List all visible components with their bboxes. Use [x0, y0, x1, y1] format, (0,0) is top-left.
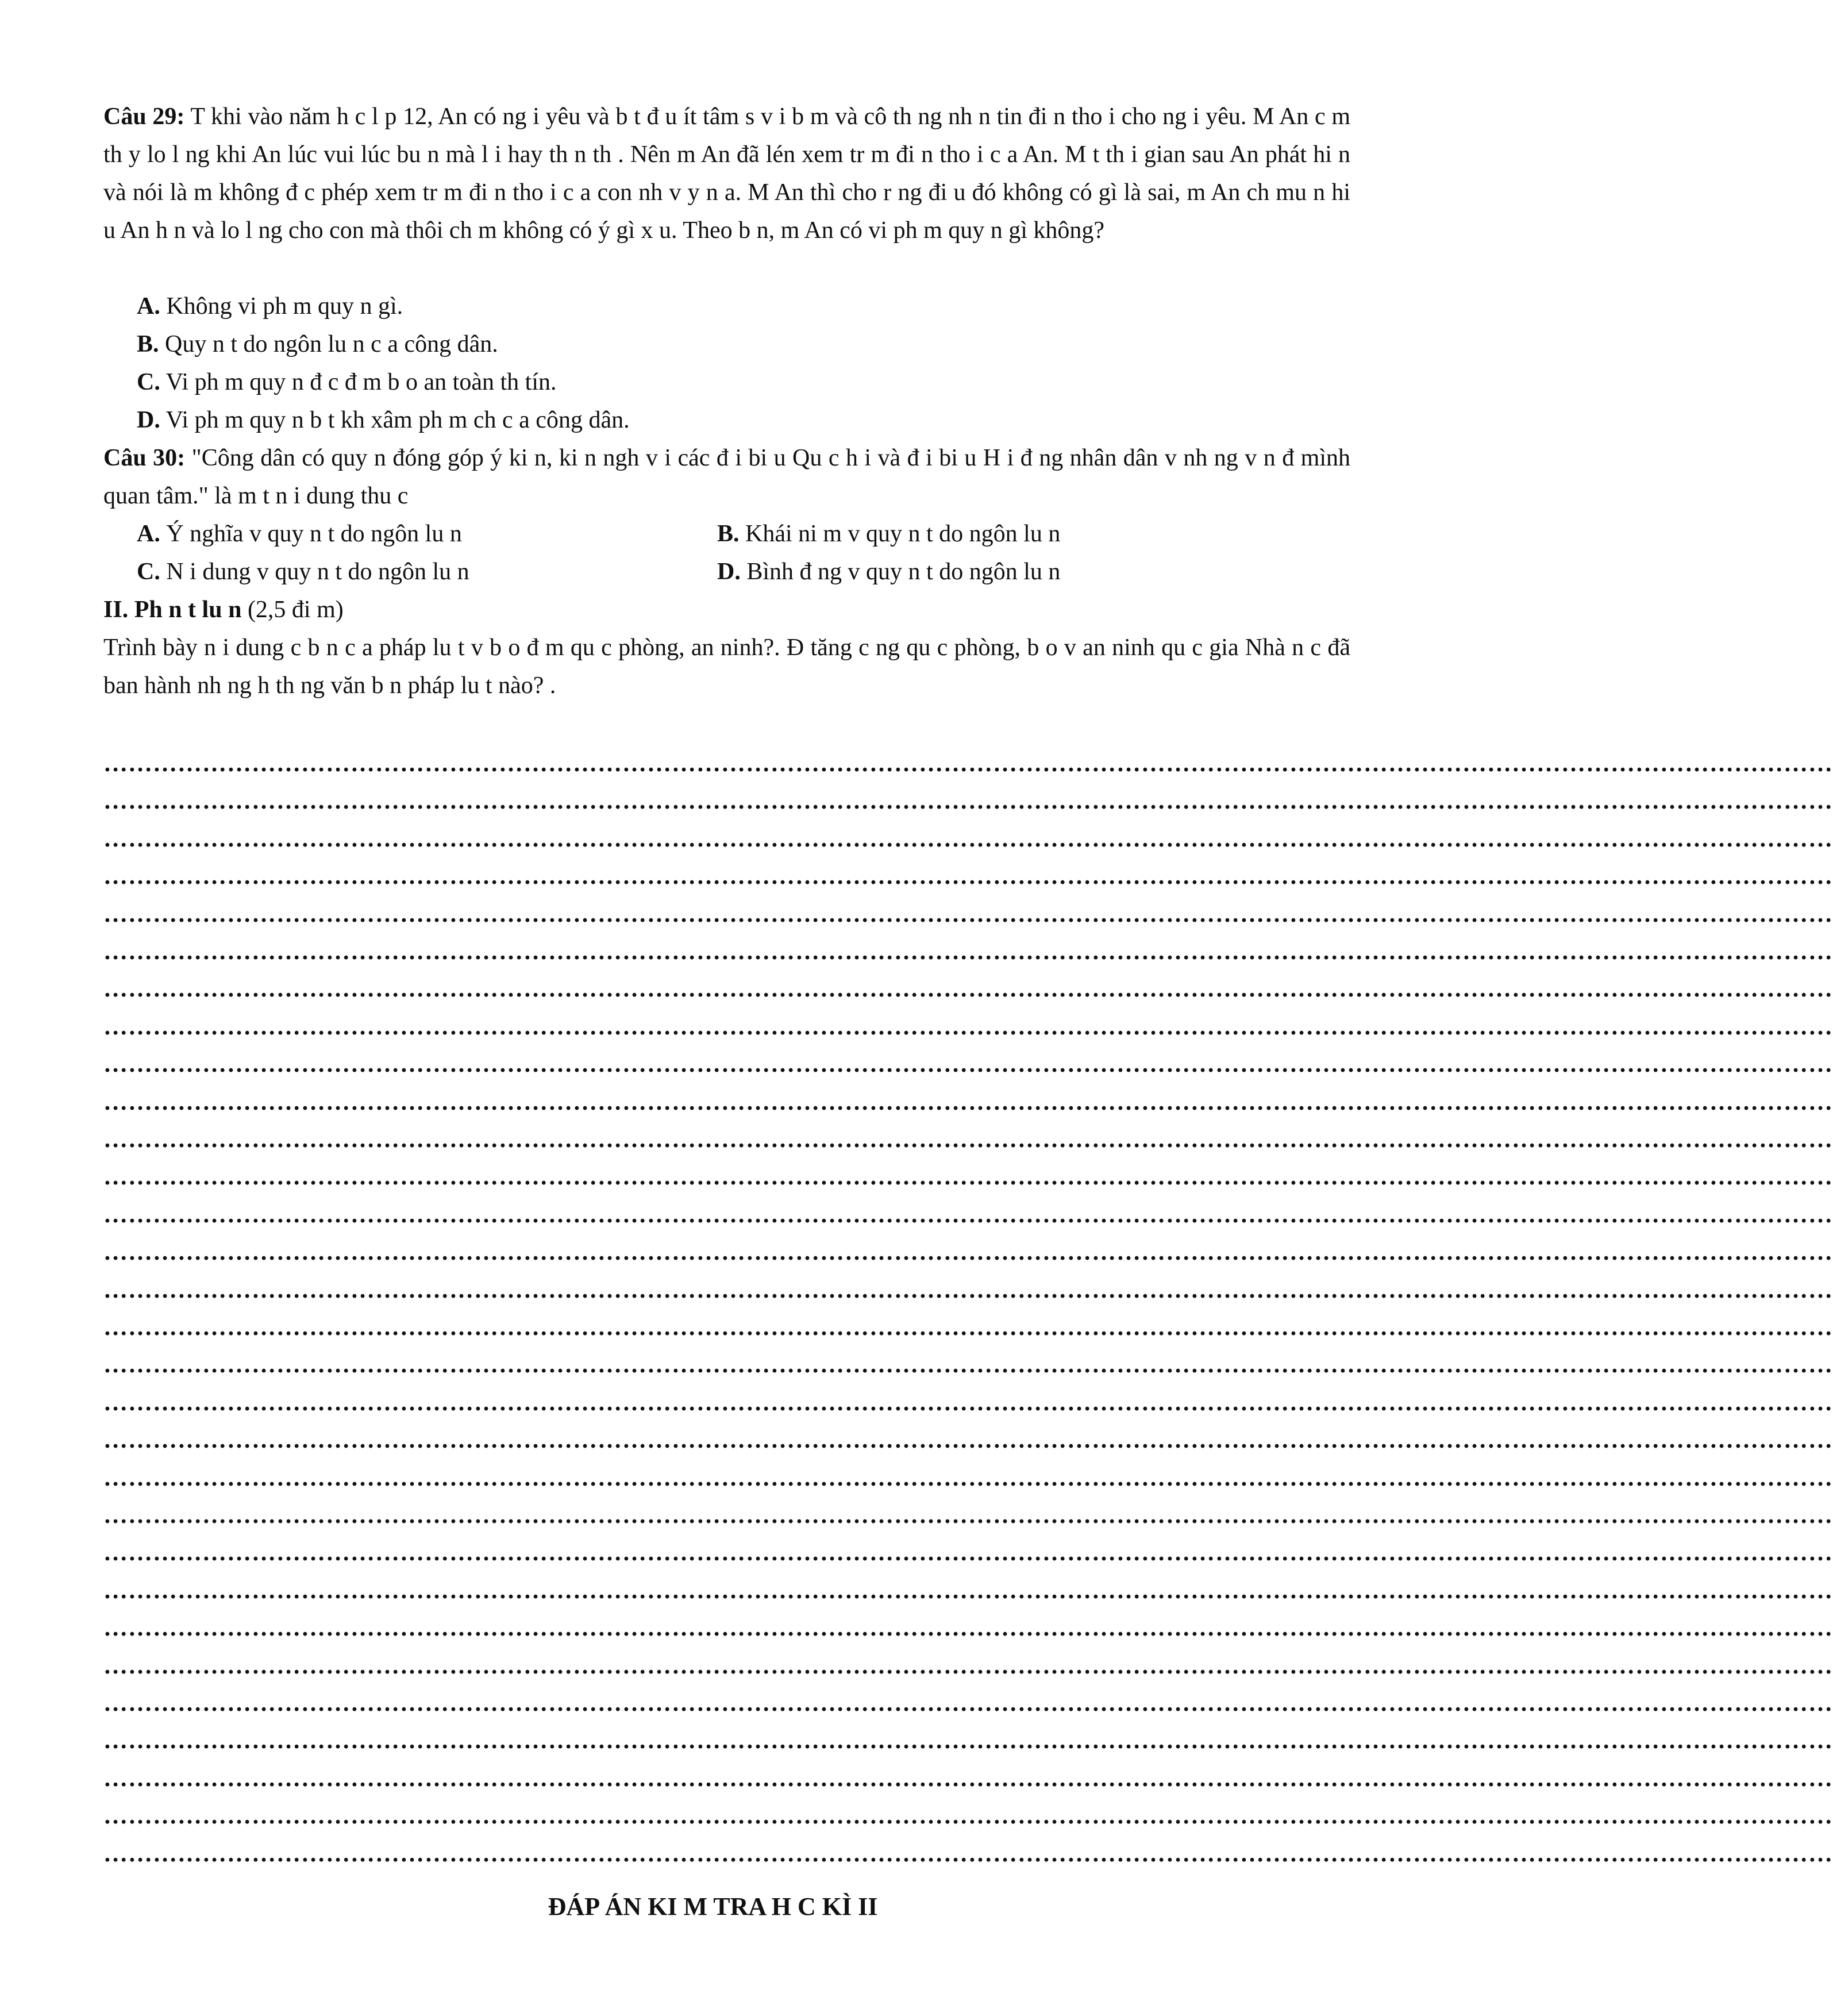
q30-option-d-key: D.: [717, 559, 741, 585]
question-29-text: T khi vào năm h c l p 12, An có ng i yêu và b t đ u ít tâm s v i b m và cô th ng nh n tin đi n tho i cho ng i yêu. M An c m th y lo l ng khi An lúc vui lúc bu n mà l i hay th n th . Nên m An đã lén xem tr m đi n tho i c a An. M t th i gian sau An phát hi n và nói là m không đ c phép xem tr m đi n tho i c a con nh v y n a. M An thì cho r ng đi u đó không có gì là sai, m An ch mu n hi u An h n và lo l ng cho con mà thôi ch m không có ý gì x u. Theo b n, m An có vi ph m quy n gì không?: [103, 103, 1350, 244]
answer-line[interactable]: …………………………………………………………………………………………………………………………………………………………………………………………: [103, 1089, 1833, 1115]
answer-line[interactable]: …………………………………………………………………………………………………………………………………………………………………………………………: [103, 1690, 1833, 1717]
q29-option-b-key: B.: [137, 331, 159, 357]
q30-option-b-text: Khái ni m v quy n t do ngôn lu n: [739, 521, 1061, 547]
answer-line[interactable]: …………………………………………………………………………………………………………………………………………………………………………………………: [103, 1239, 1833, 1265]
answer-line[interactable]: …………………………………………………………………………………………………………………………………………………………………………………………: [103, 1465, 1833, 1491]
answer-line[interactable]: …………………………………………………………………………………………………………………………………………………………………………………………: [103, 1841, 1833, 1867]
q29-option-c-text: Vi ph m quy n đ c đ m b o an toàn th tín.: [160, 369, 557, 395]
answer-line[interactable]: …………………………………………………………………………………………………………………………………………………………………………………………: [103, 1578, 1833, 1604]
q30-option-a[interactable]: [137, 515, 462, 553]
answer-line[interactable]: …………………………………………………………………………………………………………………………………………………………………………………………: [103, 1126, 1833, 1153]
answer-line[interactable]: …………………………………………………………………………………………………………………………………………………………………………………………: [103, 751, 1833, 777]
q29-option-b[interactable]: [137, 325, 498, 363]
question-30-text: "Công dân có quy n đóng góp ý ki n, ki n ngh v i các đ i bi u Qu c h i và đ i bi u H i đ ng nhân dân v nh ng v n đ mình quan tâm." là m t n i dung thu c: [103, 445, 1350, 509]
part-2-prompt: Trình bày n i dung c b n c a pháp lu t v b o đ m qu c phòng, an ninh?. Đ tăng c ng qu c phòng, b o v an ninh qu c gia Nhà n c đã ban hành nh ng h th ng văn b n pháp lu t nào? .: [103, 634, 1350, 699]
q30-option-b[interactable]: [717, 515, 1060, 553]
answer-line[interactable]: …………………………………………………………………………………………………………………………………………………………………………………………: [103, 788, 1833, 814]
answer-line[interactable]: …………………………………………………………………………………………………………………………………………………………………………………………: [103, 1202, 1833, 1228]
part-2-points: (2,5 đi m): [241, 597, 344, 623]
answer-line[interactable]: …………………………………………………………………………………………………………………………………………………………………………………………: [103, 1427, 1833, 1453]
answer-line[interactable]: …………………………………………………………………………………………………………………………………………………………………………………………: [103, 1765, 1833, 1792]
q29-option-c[interactable]: [137, 363, 557, 401]
q29-option-b-text: Quy n t do ngôn lu n c a công dân.: [159, 331, 498, 357]
answer-line[interactable]: …………………………………………………………………………………………………………………………………………………………………………………………: [103, 938, 1833, 965]
answer-line[interactable]: …………………………………………………………………………………………………………………………………………………………………………………………: [103, 1653, 1833, 1679]
answer-line[interactable]: …………………………………………………………………………………………………………………………………………………………………………………………: [103, 1352, 1833, 1378]
q29-option-d-key: D.: [137, 407, 160, 433]
q29-option-c-key: C.: [137, 369, 160, 395]
answer-line[interactable]: …………………………………………………………………………………………………………………………………………………………………………………………: [103, 1615, 1833, 1641]
question-30: [103, 439, 1350, 515]
question-30-label: Câu 30:: [103, 445, 186, 471]
q30-option-c[interactable]: [137, 553, 469, 591]
q29-option-a-key: A.: [137, 293, 160, 320]
q30-option-a-key: A.: [137, 521, 160, 547]
q30-option-a-text: Ý nghĩa v quy n t do ngôn lu n: [160, 521, 462, 547]
q30-option-d[interactable]: [717, 553, 1060, 591]
q29-option-a[interactable]: [137, 287, 403, 325]
answer-line[interactable]: …………………………………………………………………………………………………………………………………………………………………………………………: [103, 976, 1833, 1002]
answer-line[interactable]: …………………………………………………………………………………………………………………………………………………………………………………………: [103, 1390, 1833, 1416]
answer-line[interactable]: …………………………………………………………………………………………………………………………………………………………………………………………: [103, 1051, 1833, 1078]
question-29-label: Câu 29:: [103, 103, 185, 130]
q29-option-d[interactable]: [137, 401, 630, 439]
q30-option-c-text: N i dung v quy n t do ngôn lu n: [160, 559, 469, 585]
answer-key-heading: ĐÁP ÁN KI M TRA H C KÌ II: [548, 1892, 878, 1921]
answer-line[interactable]: …………………………………………………………………………………………………………………………………………………………………………………………: [103, 1540, 1833, 1566]
q30-option-d-text: Bình đ ng v quy n t do ngôn lu n: [740, 559, 1061, 585]
answer-line[interactable]: …………………………………………………………………………………………………………………………………………………………………………………………: [103, 901, 1833, 928]
answer-line[interactable]: …………………………………………………………………………………………………………………………………………………………………………………………: [103, 1502, 1833, 1529]
answer-line[interactable]: …………………………………………………………………………………………………………………………………………………………………………………………: [103, 1164, 1833, 1190]
q29-option-a-text: Không vi ph m quy n gì.: [160, 293, 403, 320]
part-2-title: II. Ph n t lu n: [103, 597, 242, 623]
answer-line[interactable]: …………………………………………………………………………………………………………………………………………………………………………………………: [103, 1014, 1833, 1040]
answer-line[interactable]: …………………………………………………………………………………………………………………………………………………………………………………………: [103, 1803, 1833, 1829]
answer-line[interactable]: …………………………………………………………………………………………………………………………………………………………………………………………: [103, 1728, 1833, 1754]
q30-option-b-key: B.: [717, 521, 740, 547]
answer-line[interactable]: …………………………………………………………………………………………………………………………………………………………………………………………: [103, 863, 1833, 890]
q29-option-d-text: Vi ph m quy n b t kh xâm ph m ch c a công dân.: [160, 407, 630, 433]
answer-line[interactable]: …………………………………………………………………………………………………………………………………………………………………………………………: [103, 1277, 1833, 1303]
answer-line[interactable]: …………………………………………………………………………………………………………………………………………………………………………………………: [103, 1314, 1833, 1341]
q30-option-c-key: C.: [137, 559, 160, 585]
answer-line[interactable]: …………………………………………………………………………………………………………………………………………………………………………………………: [103, 826, 1833, 852]
part-2-heading: [103, 591, 344, 629]
question-29: [103, 98, 1350, 249]
